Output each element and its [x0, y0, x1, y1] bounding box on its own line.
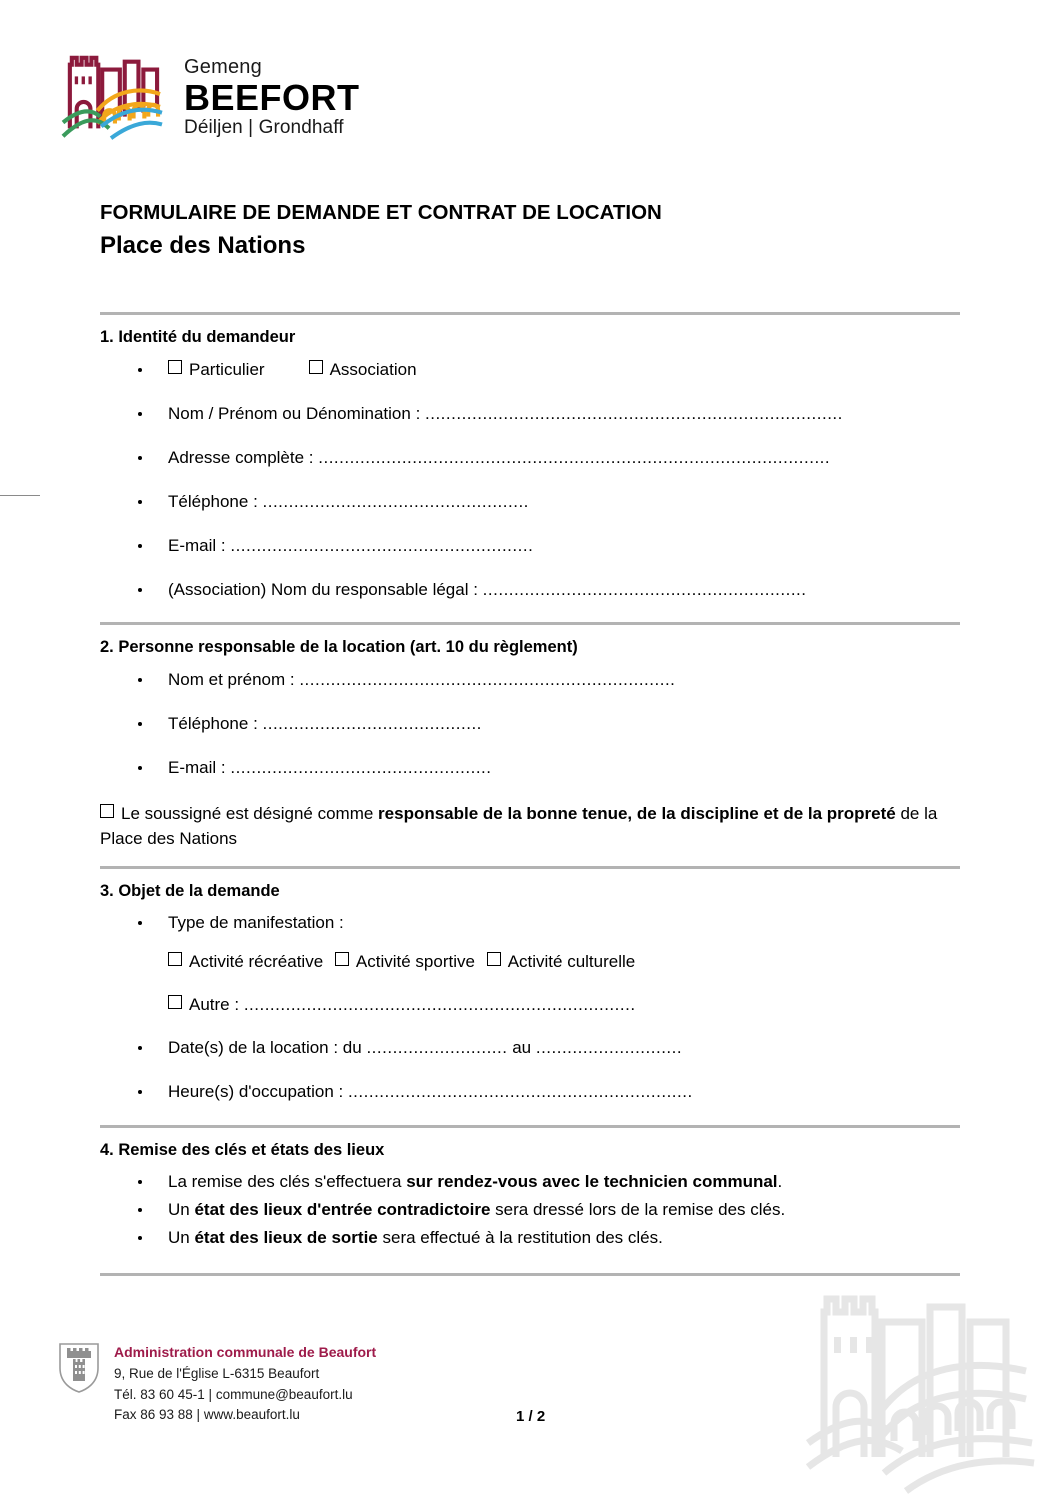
- fill-line-date-au[interactable]: ............................: [535, 1037, 683, 1057]
- soussigne-declaration: [100, 801, 960, 852]
- section-divider: [100, 622, 960, 625]
- remise-cles-bold: sur rendez-vous avec le technicien communal: [406, 1172, 778, 1192]
- fill-line-email-responsable[interactable]: ..................................................: [230, 757, 492, 777]
- fill-line-email[interactable]: ..........................................................: [230, 535, 534, 555]
- beefort-castle-logo-icon: [58, 48, 166, 146]
- page-title-line2: Place des Nations: [100, 231, 306, 259]
- list-item-remise-cles: [100, 1171, 960, 1194]
- section-divider: [100, 312, 960, 315]
- section-1-heading: 1. Identité du demandeur: [100, 328, 296, 347]
- list-item-type-demandeur: [100, 359, 960, 382]
- checkbox-activite-sportive[interactable]: [335, 952, 349, 966]
- section-1-list: [100, 359, 960, 602]
- fill-line-date-du[interactable]: ...........................: [366, 1037, 508, 1057]
- document-body: [100, 200, 960, 1276]
- section-2-list: [100, 669, 960, 780]
- label-association: Association: [329, 359, 417, 379]
- checkbox-soussigne[interactable]: [100, 804, 114, 818]
- label-activite-recreative: Activité récréative: [189, 952, 324, 972]
- list-item-etat-lieux-sortie: [100, 1227, 960, 1250]
- label-nom-et-prenom: Nom et prénom :: [168, 669, 300, 689]
- etat-sortie-bold: état des lieux de sortie: [194, 1228, 378, 1248]
- page-footer: [58, 1342, 998, 1425]
- section-divider-bottom: [100, 1273, 960, 1276]
- checkbox-particulier[interactable]: [168, 360, 182, 374]
- fill-line-responsable-legal[interactable]: ..............................................................: [482, 579, 807, 599]
- list-item-email-responsable: [100, 757, 960, 780]
- label-type-manifestation: Type de manifestation :: [168, 913, 344, 933]
- brand-logo: [58, 48, 360, 146]
- list-item-adresse: [100, 447, 960, 470]
- section-divider: [100, 1125, 960, 1128]
- section-divider: [100, 866, 960, 869]
- beaufort-shield-crest-icon: [58, 1342, 100, 1394]
- list-item-nom-prenom: [100, 403, 960, 426]
- label-dates-au: au: [507, 1037, 536, 1057]
- page-number: 1 / 2: [516, 1408, 546, 1425]
- label-email-responsable: E-mail :: [168, 757, 231, 777]
- etat-sortie-pre: Un: [168, 1228, 195, 1248]
- fill-line-adresse[interactable]: ..................................................................................................: [318, 447, 831, 467]
- label-responsable-legal: (Association) Nom du responsable légal :: [168, 579, 483, 599]
- logo-name: BEEFORT: [184, 77, 360, 118]
- fill-line-autre[interactable]: ...........................................................................: [243, 995, 636, 1015]
- fill-line-nom-prenom[interactable]: ................................................................................: [425, 403, 843, 423]
- etat-entree-post: sera dressé lors de la remise des clés.: [490, 1200, 786, 1220]
- soussigne-text-post: de la Place des Nations: [100, 803, 938, 849]
- label-autre: Autre :: [189, 995, 244, 1015]
- list-item-email: [100, 535, 960, 558]
- list-item-telephone-responsable: [100, 713, 960, 736]
- checkbox-association[interactable]: [309, 360, 323, 374]
- label-dates-location: Date(s) de la location : du: [168, 1037, 367, 1057]
- logo-tagline: Déiljen | Grondhaff: [184, 117, 344, 138]
- label-heures-occupation: Heure(s) d'occupation :: [168, 1081, 348, 1101]
- activity-options-row: [100, 951, 960, 974]
- autre-option-row: [100, 994, 960, 1017]
- label-telephone-responsable: Téléphone :: [168, 713, 263, 733]
- fill-line-telephone[interactable]: ...................................................: [262, 491, 529, 511]
- fill-line-telephone-responsable[interactable]: ..........................................: [262, 713, 482, 733]
- label-activite-sportive: Activité sportive: [355, 952, 475, 972]
- list-item-responsable-legal: [100, 579, 960, 602]
- section-4-heading: 4. Remise des clés et états des lieux: [100, 1140, 385, 1159]
- etat-sortie-post: sera effectué à la restitution des clés.: [377, 1228, 663, 1248]
- section-3-list: [100, 912, 960, 935]
- checkbox-autre[interactable]: [168, 995, 182, 1009]
- list-item-telephone: [100, 491, 960, 514]
- section-3-heading: 3. Objet de la demande: [100, 881, 280, 900]
- footer-phone-email: Tél. 83 60 45-1 | commune@beaufort.lu: [114, 1386, 353, 1402]
- margin-tick-mark: [0, 495, 40, 496]
- label-activite-culturelle: Activité culturelle: [507, 952, 636, 972]
- label-particulier: Particulier: [189, 359, 265, 379]
- page-title-line1: FORMULAIRE DE DEMANDE ET CONTRAT DE LOCATION: [100, 201, 662, 224]
- fill-line-nom-et-prenom[interactable]: ........................................................................: [299, 669, 676, 689]
- label-adresse: Adresse complète :: [168, 447, 319, 467]
- label-telephone: Téléphone :: [168, 491, 263, 511]
- label-nom-prenom: Nom / Prénom ou Dénomination :: [168, 403, 426, 423]
- footer-address: 9, Rue de l'Église L-6315 Beaufort: [114, 1366, 320, 1382]
- fill-line-heures-occupation[interactable]: ..................................................................: [347, 1081, 693, 1101]
- label-email: E-mail :: [168, 535, 231, 555]
- list-item-dates-location: [100, 1037, 960, 1060]
- soussigne-text-pre: Le soussigné est désigné comme: [121, 803, 379, 823]
- checkbox-activite-culturelle[interactable]: [487, 952, 501, 966]
- logo-top-line: Gemeng: [184, 56, 262, 78]
- list-item-etat-lieux-entree: [100, 1199, 960, 1222]
- remise-cles-pre: La remise des clés s'effectuera: [168, 1172, 407, 1192]
- checkbox-activite-recreative[interactable]: [168, 952, 182, 966]
- etat-entree-bold: état des lieux d'entrée contradictoire: [194, 1200, 491, 1220]
- list-item-nom-et-prenom: [100, 669, 960, 692]
- section-4-list: [100, 1171, 960, 1250]
- footer-fax-website: Fax 86 93 88 | www.beaufort.lu: [114, 1406, 300, 1422]
- footer-organisation: Administration communale de Beaufort: [114, 1344, 377, 1361]
- list-item-type-manifestation: [100, 912, 960, 935]
- remise-cles-post: .: [777, 1172, 783, 1192]
- etat-entree-pre: Un: [168, 1200, 195, 1220]
- section-2-heading: 2. Personne responsable de la location (art. 10 du règlement): [100, 638, 578, 657]
- section-3-list-dates: [100, 1037, 960, 1104]
- soussigne-text-bold: responsable de la bonne tenue, de la discipline et de la propreté: [378, 803, 896, 823]
- list-item-heures-occupation: [100, 1081, 960, 1104]
